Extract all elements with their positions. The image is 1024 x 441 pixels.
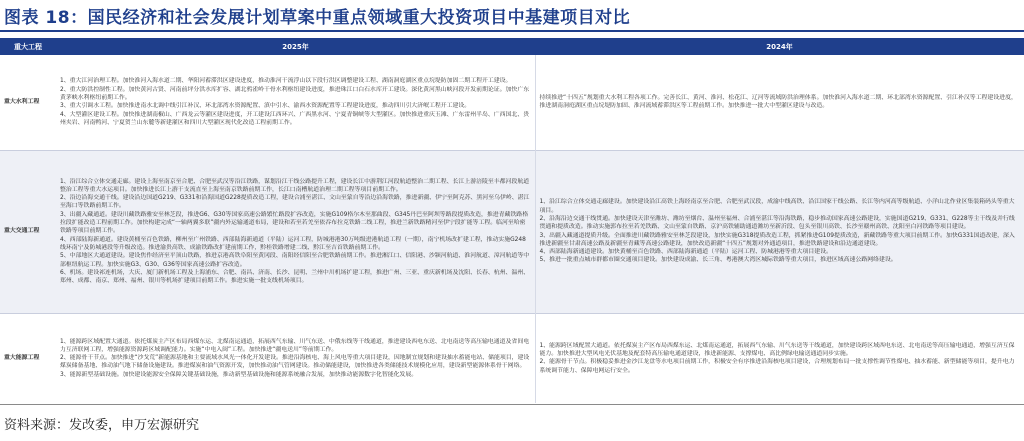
title-bar: [0, 0, 1024, 30]
comparison-table: [0, 38, 1024, 403]
bottom-rule: [0, 404, 1024, 405]
cell-paragraph: 4、大型灌区建设工程。加快推进湖南椒山、广西龙云等灌区建设进度，开工建设江西环兴、广西黑水河、宁夏青铜峡等大型灌区。加快推进重庆玉滩、广东雷州半岛、广西国北、贵州夹岩、河南鸭河、宁夏贺兰山东麓等新建灌区和四川大型灌区现代化改造工程前期工作。: [60, 111, 530, 126]
chart-title: 图表 18：国民经济和社会发展计划草案中重点领域重大投资项目中基建项目对比: [4, 7, 631, 28]
cell-paragraph: 2、沿海沿边交通干线贯通。加快建设天津至潍坊、潍坊至烟台、温州至福州、合浦至湛江等沿海铁路，稳步推动国家高速公路建设，实施国道G219、G331、G228等主干线及并行线贯通和提质改造。推动实施郭布拉至若羌铁路、文山至蒙自铁路、京沪高铁辅助通道潍坊至新沂段、包头至银川高铁、长沙至赣州高铁、沈阳至白河铁路等项目建设。: [539, 215, 1015, 231]
cell-paragraph: 2、能源骨干节点。加快推进“沙戈荒”新能源基地和主要流域水风光一体化开发建设。推进沿海核电、海上风电等重大项目建设，因地制宜规划和建设抽水蓄能电站、储能项目，建设煤炭储备基地、推动油气地下储备设施建设。推进煤炭和油气资源开发，加快推动油气管网建设。推动储能建设，加快推进各类储能技术规模化应用，建设新型能源体系骨干网络。: [60, 355, 530, 370]
title-rule: [0, 30, 1024, 32]
cell-2025: [56, 313, 535, 403]
row-category: 重大水利工程: [4, 99, 40, 106]
table-row: [0, 150, 1024, 313]
cell-paragraph: 1、能源跨区域配置大通道。依托煤炭主产区布局西煤东运、北煤南运通道，拓展西气东输、川气东送等干线通道，加快建设跨区域西电东送、北电南送等高压输电通道，增强互济互保能力。加快推进大型风电光伏基地及配套特高压输电通道建设，推进新能源、支撑煤电、高比例绿电输送通道同步实施。: [539, 342, 1015, 357]
header-category: 重大工程: [0, 38, 56, 55]
cell-paragraph: 3、出疆入藏通道。建设川藏铁路雅安至林芝段，推进G6、G30等国家高速公路繁忙路段扩容改造，实施G109格尔木至那曲段、G345丹巴至阿坝等路段提质改造，推进青藏铁路格拉段扩能改造工程前期工作。加快构建完成“一轴两翼多联”疆内外运输通道布局，建设和若至若羌至依吞布拉克铁路二线工程，推进兰新铁路精河至伊宁段扩能等工程。临河至哈密铁路等项目前期工作。: [60, 211, 529, 235]
cell-paragraph: 5、中部地区大通道建设。建设焦作经济至平顶山铁路，推进京港高铁阜阳至黄冈段、南阳经信阳至合肥铁路前期工作。推进湘江口、信阳港、沙颍河航道、淮河航道、漳河航道等中部枢纽航运工程。加快实施G3、G30、G36等国家高速公路扩容改造。: [60, 253, 530, 268]
cell-paragraph: 1、沿江综合立体交通走廊建设。加快建设沿江高铁上海经南京至合肥、合肥至武汉段，成渝中线高铁、沿江国家干线公路、长江等内河高等级航道、小洋山北作业区集装箱码头等重大项目。: [539, 199, 1015, 214]
header-2025: 2025年: [56, 38, 535, 55]
cell-2024: [535, 150, 1024, 313]
cell-2025: [56, 150, 535, 313]
cell-paragraph: 3、出疆入藏通道提质升级。全面推进川藏铁路雅安至林芝段建设，加快实施G318提质改造工程，抓紧推进G109提质改造，新藏铁路等重大项目前期工作。加快G331国道改建，深入推进新疆至甘肃高速公路及新疆至青藏等高速公路建设，加快改造新疆“十四五”规划对外通道项目，推进铁路建设和沿边通道建设。: [539, 232, 1015, 247]
cell-paragraph: 3、能源新型基础设施。加快建设能源安全保障关键基础设施，推动新型基础设施和能源系统融合发展，加快推动能源数字化智能化发展。: [60, 371, 418, 378]
cell-2024: [535, 55, 1024, 150]
row-category: 重大交通工程: [0, 150, 56, 313]
cell-paragraph: 2、重大防洪控制性工程。加快黄河古贤、河南前坪分洪水库扩容、湖北鸦雀岭干骨水利枢纽建设进度，推进珠江口白石水库开工建设。深化黄河黑山峡河段开发前期论证。加快广东黄茅峡水利枢纽前期工作。: [60, 86, 530, 101]
table-header-row: [0, 38, 1024, 55]
cell-paragraph: 1、能源跨区域配置大通道。依托煤炭主产区布局西煤东运、北煤南运通道，拓展西气东输、川气东送、中俄东线等干线通道，推进建设西电东送、北电南送等高压输电通道及省间电力互济联网工程，增强能源资源跨区域调配能力。实施“中电入闽”工程。加快推进“疆电送川”等前期工作。: [60, 338, 530, 353]
table-row: [0, 313, 1024, 403]
table-row: [0, 55, 1024, 150]
cell-paragraph: 2、沿边沿海交通干线。建设沿边国道G219、G331和沿海国道G228提质改造工程，建设合浦至湛江、文山至蒙自等沿边沿海铁路，推进新疆、伊宁至阿克苏、黑河至乌伊岭、湛江至海口等铁路前期工作。: [60, 195, 530, 210]
cell-paragraph: 1、沿江综合立体交通走廊。建设上海至南京至合肥、合肥至武汉等沿江铁路，谋划沿江干线公路提升工程，建设长江中游荆江河段航道整治二期工程、长江上游涪陵至丰都河段航道整治工程等重大水运项目。加快推进长江上游干支流直至上海至南京铁路前期工作，长江口南槽航道治理二期工程等项目前期工作。: [60, 178, 530, 193]
cell-paragraph: 6、机场。建设祁连机场，大庆、厦门新机场工程及上海浦东、合肥、南昌、济南、长沙、昆明、兰州中川机场扩建工程，推进广州、三亚、重庆新机场及沈阳、长春、杭州、温州、郑州、成都、南京、郑州、福州、银川等机场扩建项目前期工作。推进实施一批支线机场项目。: [60, 269, 530, 285]
row-category: 重大能源工程: [0, 313, 56, 403]
cell-paragraph: 2、能源骨干节点。积极稳妥推进金沙江龙盘等水电项目前期工作，积极安全有序推进沿海核电项目建设，合理规划布局一批支撑性调节性煤电、抽水蓄能、新型储能等项目，提升电力系统调节能力、保障电网运行安全。: [539, 359, 1015, 374]
cell-paragraph: 4、西部陆海新通道建设。加快黄桶至百色铁路、西部陆海新通道（平陆）运河工程、防城港港等重大项目建设。: [539, 249, 832, 256]
cell-paragraph: 1、重大江河治理工程。加快淮河入海水道二期、华阳河蓄滞洪区建设进度，推动淮河干流浮山以下段行洪区调整建设工程、湖南洞庭湖区重点垸堤防加固二期工程开工建设。: [60, 78, 512, 85]
source-note: 资料来源：发改委，申万宏源研究: [4, 418, 200, 433]
cell-2024: [535, 313, 1024, 403]
header-2024: 2024年: [535, 38, 1024, 55]
cell-paragraph: 持续推进“十四五”规划重大水利工程各项工作。完善长江、黄河、淮河、松花江、辽河等流域防洪治理体系。加快淮河入海水道二期、环北部湾水资源配置、引江补汉等工程建设进度，推进湖南洞庭湖区重点垸堤防加固、淮河流域蓄滞洪区等工程前期工作。加快推进一批大中型灌区建设与改造。: [539, 94, 1017, 110]
cell-paragraph: 3、重大引调水工程。加快推进南水北调中线引江补汉、环北部湾水资源配置、滇中引水、渝西水资源配置等工程建设进度，推动四川引大济岷工程开工建设。: [60, 103, 471, 110]
cell-paragraph: 5、推进一批重点城市群都市圈交通项目建设。加快建设成渝、长三角、粤港澳大湾区城际铁路等重大项目，推进区域高速公路网络建设。: [539, 257, 897, 264]
cell-paragraph: 4、西部陆海新通道。建设黄桶至百色铁路，柳州至广州铁路、西部陆海新通道（平陆）运河工程，防城港港30万吨级进港航道工程（一期），南宁机场改扩建工程，推动实施G248线环南宁及防城港段等升级改造。推进渝贵高铁、成渝铁路改扩建前期工作，黔桂铁路增建二线、黔江至吉首铁路前期工作。: [60, 236, 526, 251]
cell-2025: [56, 55, 535, 150]
